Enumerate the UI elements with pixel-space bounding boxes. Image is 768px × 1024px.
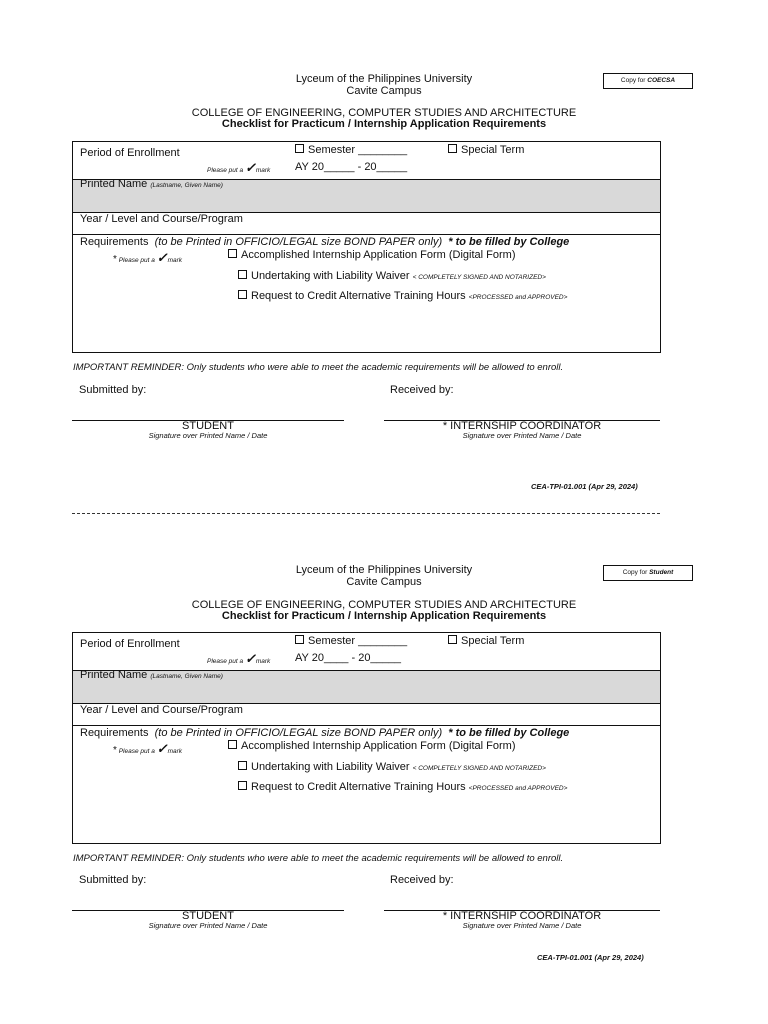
checkmark-icon: ✓ bbox=[156, 250, 168, 265]
checkmark-icon: ✓ bbox=[156, 741, 168, 756]
requirement-item[interactable]: Request to Credit Alternative Training Hours <PROCESSED and APPROVED> bbox=[238, 290, 567, 302]
special-term-checkbox[interactable] bbox=[448, 144, 457, 153]
received-by-label: Received by: bbox=[390, 874, 454, 886]
special-term-option[interactable]: Special Term bbox=[448, 144, 524, 156]
coordinator-signature-caption: Signature over Printed Name / Date bbox=[462, 921, 582, 930]
submitted-by-label: Submitted by: bbox=[79, 384, 147, 396]
requirement-checkbox[interactable] bbox=[228, 249, 237, 258]
checkmark-icon: ✓ bbox=[244, 651, 256, 666]
checkmark-icon: ✓ bbox=[244, 160, 256, 175]
coordinator-title: * INTERNSHIP COORDINATOR bbox=[442, 910, 602, 922]
please-put-check-hint: Please put a ✓mark bbox=[207, 160, 271, 175]
submitted-by-label: Submitted by: bbox=[79, 874, 147, 886]
student-title: STUDENT bbox=[182, 910, 234, 922]
student-signature-caption: Signature over Printed Name / Date bbox=[148, 431, 268, 440]
year-level-label: Year / Level and Course/Program bbox=[80, 213, 243, 225]
requirement-checkbox[interactable] bbox=[238, 270, 247, 279]
coordinator-signature-caption: Signature over Printed Name / Date bbox=[462, 431, 582, 440]
requirement-item[interactable]: Undertaking with Liability Waiver < COMPLETELY SIGNED AND NOTARIZED> bbox=[238, 761, 546, 773]
printed-name-label: Printed Name (Lastname, Given Name) bbox=[80, 669, 223, 681]
academic-year-field[interactable]: AY 20____ - 20_____ bbox=[295, 652, 402, 664]
semester-checkbox[interactable] bbox=[295, 635, 304, 644]
requirement-item[interactable]: Accomplished Internship Application Form (Digital Form) bbox=[228, 249, 516, 261]
please-put-check-hint: * Please put a ✓mark bbox=[113, 741, 183, 756]
please-put-check-hint: Please put a ✓mark bbox=[207, 651, 271, 666]
period-row bbox=[73, 633, 660, 671]
period-row bbox=[73, 142, 660, 180]
requirement-item[interactable]: Accomplished Internship Application Form (Digital Form) bbox=[228, 740, 516, 752]
form-copy-student bbox=[0, 492, 768, 992]
semester-option[interactable]: Semester ________ bbox=[295, 635, 407, 647]
requirement-checkbox[interactable] bbox=[238, 761, 247, 770]
special-term-option[interactable]: Special Term bbox=[448, 635, 524, 647]
university-name: Lyceum of the Philippines University bbox=[295, 564, 473, 576]
important-reminder: IMPORTANT REMINDER: Only students who were able to meet the academic requirements will be allowed to enroll. bbox=[73, 853, 564, 864]
year-level-label: Year / Level and Course/Program bbox=[80, 704, 243, 716]
requirements-section bbox=[73, 235, 660, 352]
requirements-label: Requirements (to be Printed in OFFICIO/LEGAL size BOND PAPER only) * to be filled by College bbox=[80, 727, 570, 739]
requirements-label: Requirements (to be Printed in OFFICIO/LEGAL size BOND PAPER only) * to be filled by College bbox=[80, 236, 570, 248]
campus-name: Cavite Campus bbox=[346, 576, 422, 588]
requirement-item[interactable]: Undertaking with Liability Waiver < COMPLETELY SIGNED AND NOTARIZED> bbox=[238, 270, 546, 282]
copy-for-box: Copy for Student bbox=[603, 565, 693, 581]
received-by-label: Received by: bbox=[390, 384, 454, 396]
coordinator-title: * INTERNSHIP COORDINATOR bbox=[442, 420, 602, 432]
checklist-table bbox=[72, 632, 661, 844]
university-name: Lyceum of the Philippines University bbox=[295, 73, 473, 85]
printed-name-label: Printed Name (Lastname, Given Name) bbox=[80, 178, 223, 190]
campus-name: Cavite Campus bbox=[346, 85, 422, 97]
special-term-checkbox[interactable] bbox=[448, 635, 457, 644]
requirements-section bbox=[73, 726, 660, 843]
checklist-title: Checklist for Practicum / Internship Application Requirements bbox=[221, 610, 547, 622]
year-level-row[interactable] bbox=[73, 704, 660, 726]
period-label: Period of Enrollment bbox=[80, 147, 180, 159]
please-put-check-hint: * Please put a ✓mark bbox=[113, 250, 183, 265]
requirement-checkbox[interactable] bbox=[238, 290, 247, 299]
requirement-checkbox[interactable] bbox=[238, 781, 247, 790]
document-code: CEA-TPI-01.001 (Apr 29, 2024) bbox=[537, 953, 644, 962]
copy-for-box: Copy for COECSA bbox=[603, 73, 693, 89]
semester-option[interactable]: Semester ________ bbox=[295, 144, 407, 156]
semester-checkbox[interactable] bbox=[295, 144, 304, 153]
important-reminder: IMPORTANT REMINDER: Only students who were able to meet the academic requirements will be allowed to enroll. bbox=[73, 362, 564, 373]
printed-name-row[interactable] bbox=[73, 671, 660, 704]
checklist-title: Checklist for Practicum / Internship Application Requirements bbox=[221, 118, 547, 130]
college-name: COLLEGE OF ENGINEERING, COMPUTER STUDIES AND ARCHITECTURE bbox=[191, 599, 577, 611]
requirement-checkbox[interactable] bbox=[228, 740, 237, 749]
college-name: COLLEGE OF ENGINEERING, COMPUTER STUDIES AND ARCHITECTURE bbox=[191, 107, 577, 119]
period-label: Period of Enrollment bbox=[80, 638, 180, 650]
student-signature-caption: Signature over Printed Name / Date bbox=[148, 921, 268, 930]
checklist-table bbox=[72, 141, 661, 353]
academic-year-field[interactable]: AY 20_____ - 20_____ bbox=[295, 161, 408, 173]
student-title: STUDENT bbox=[182, 420, 234, 432]
form-copy-coecsa bbox=[0, 0, 768, 500]
printed-name-row[interactable] bbox=[73, 180, 660, 213]
year-level-row[interactable] bbox=[73, 213, 660, 235]
requirement-item[interactable]: Request to Credit Alternative Training Hours <PROCESSED and APPROVED> bbox=[238, 781, 567, 793]
document-code: CEA-TPI-01.001 (Apr 29, 2024) bbox=[531, 482, 638, 491]
